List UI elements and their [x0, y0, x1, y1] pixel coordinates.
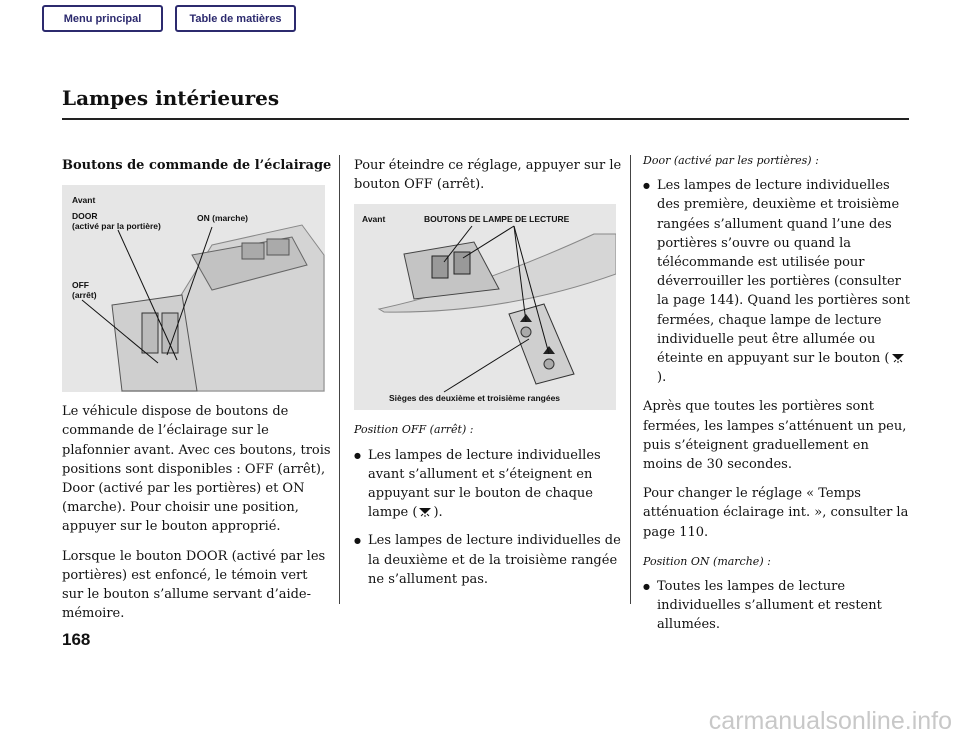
watermark: carmanualsonline.info: [708, 707, 952, 735]
reading-lamps-illustration: [354, 204, 616, 410]
title-divider: [62, 118, 909, 120]
paragraph: Le véhicule dispose de boutons de commande de l’éclairage sur le plafonnier avant. Avec ces boutons, trois positions sont disponibles : OFF (arrêt), Door (activé par les portières) et ON (marche). Pour choisir une position, appuyer sur le bouton approprié.: [62, 404, 331, 535]
page-title: Lampes intérieures: [62, 86, 280, 110]
menu-principal-button[interactable]: Menu principal: [42, 5, 163, 32]
bullet-text: Les lampes de lecture individuelles de la deuxième et de la troisième rangée ne s’allument pas.: [368, 533, 621, 587]
column-2: [354, 156, 622, 599]
figure-label-reading-buttons: BOUTONS DE LAMPE DE LECTURE: [424, 214, 570, 225]
overhead-console-figure: [62, 185, 325, 392]
figure-label-avant: Avant: [72, 195, 96, 206]
bullet-text: Les lampes de lecture individuelles des première, deuxième et troisième rangées s’allument quand l’une des portières s’ouvre ou quand la télécommande est utilisée pour déverrouiller les portières (consulter la page 144). Quand les portières sont fermées, chaque lampe de lecture individuelle peut être allumée ou éteinte en appuyant sur le bouton (: [657, 178, 910, 367]
figure-label-door: DOOR (activé par la portière): [72, 211, 161, 232]
page-number: 168: [62, 630, 91, 649]
list-item: [354, 531, 622, 589]
figure-label-avant: Avant: [362, 214, 386, 225]
column-3: [643, 151, 911, 645]
paragraph: Pour éteindre ce réglage, appuyer sur le bouton OFF (arrêt).: [354, 158, 622, 193]
sub-heading: Position ON (marche) :: [643, 554, 771, 568]
figure-label-rear-seats: Sièges des deuxième et troisième rangées: [389, 393, 561, 404]
bullet-list: [643, 176, 911, 387]
bullet-list: [354, 446, 622, 589]
sub-heading: Door (activé par les portières) :: [643, 154, 819, 167]
column-divider: [339, 155, 340, 604]
list-item: [643, 577, 911, 635]
list-item: [643, 176, 911, 387]
bullet-text: ).: [433, 505, 443, 521]
reading-lamps-figure: [354, 204, 616, 410]
figure-label-off: OFF (arrêt): [72, 280, 97, 301]
bullet-text: Les lampes de lecture individuelles avant s’allument et s’éteignent en appuyant sur le bouton de chaque lampe (: [368, 447, 601, 521]
section-heading: Boutons de commande de l’éclairage: [62, 158, 332, 173]
column-divider: [630, 155, 631, 604]
bullet-list: [643, 577, 911, 635]
table-of-contents-button[interactable]: Table de matières: [175, 5, 296, 32]
paragraph: Après que toutes les portières sont fermées, les lampes s’atténuent un peu, puis s’éteignent graduellement en moins de 30 secondes.: [643, 399, 907, 473]
paragraph: Lorsque le bouton DOOR (activé par les portières) est enfoncé, le témoin vert sur le bouton s’allume servant d’aide-mémoire.: [62, 548, 326, 622]
lamp-icon: [417, 506, 433, 518]
sub-heading: Position OFF (arrêt) :: [354, 423, 474, 437]
bullet-text: ).: [657, 370, 667, 386]
paragraph: Pour changer le réglage « Temps atténuation éclairage int. », consulter la page 110.: [643, 486, 909, 540]
bullet-text: Toutes les lampes de lecture individuelles s’allument et restent allumées.: [657, 579, 882, 633]
column-1: [62, 156, 332, 633]
figure-label-on: ON (marche): [197, 213, 249, 224]
list-item: [354, 446, 622, 523]
lamp-icon: [890, 352, 906, 364]
